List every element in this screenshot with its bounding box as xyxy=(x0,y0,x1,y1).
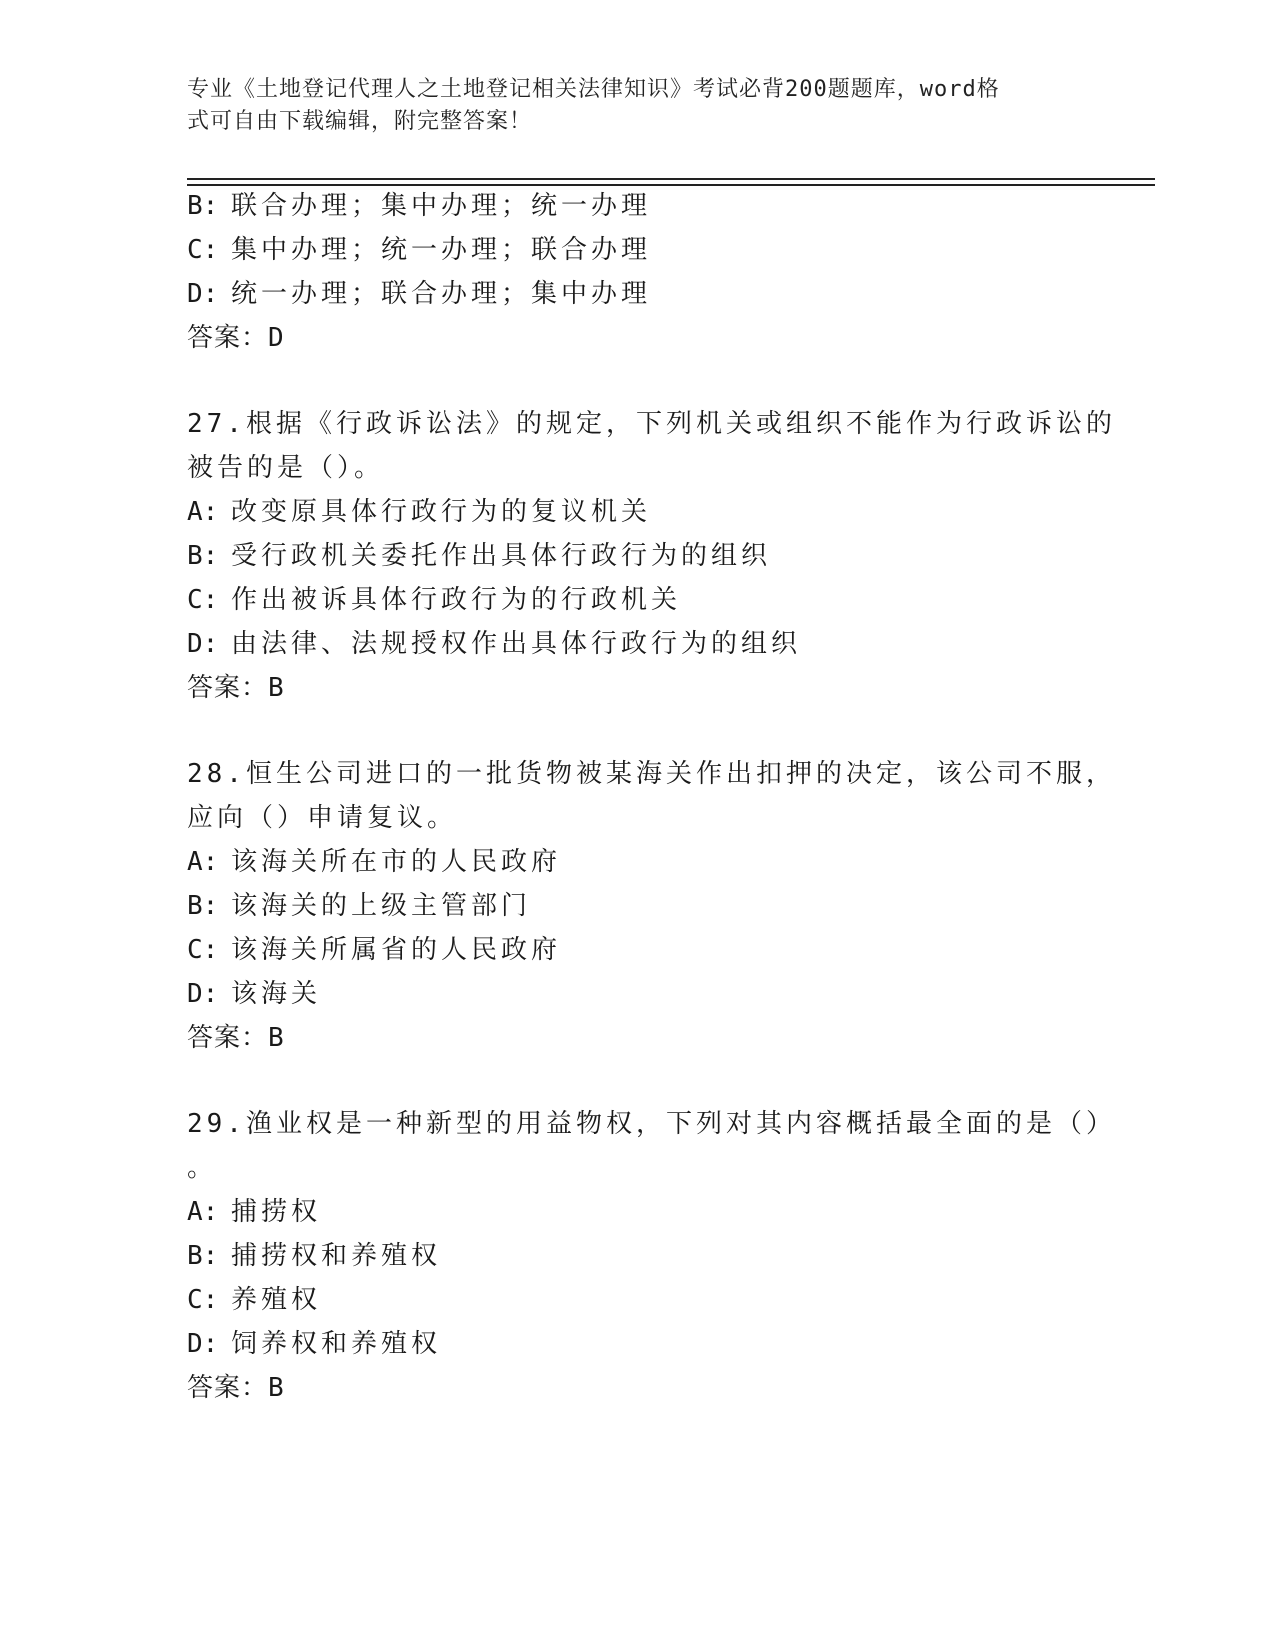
q26-option-b: B: 联合办理；集中办理；统一办理 xyxy=(187,191,652,221)
q26-answer: 答案：D xyxy=(187,323,285,353)
header-line-2: 式可自由下载编辑，附完整答案！ xyxy=(187,109,533,134)
document-header xyxy=(187,74,1067,138)
q27-option-b: B: 受行政机关委托作出具体行政行为的组织 xyxy=(187,541,772,571)
header-line-1: 专业《土地登记代理人之土地登记相关法律知识》考试必背200题题库，word格 xyxy=(187,77,1000,102)
q28-option-d: D: 该海关 xyxy=(187,979,322,1009)
header-rule-top xyxy=(187,178,1155,180)
q26-option-d: D: 统一办理；联合办理；集中办理 xyxy=(187,279,652,309)
q28-option-c: C: 该海关所属省的人民政府 xyxy=(187,935,562,965)
q28-option-b: B: 该海关的上级主管部门 xyxy=(187,891,532,921)
q29-stem-line-2: 。 xyxy=(187,1153,218,1183)
q26-option-c: C: 集中办理；统一办理；联合办理 xyxy=(187,235,652,265)
q28-stem-line-1: 28.恒生公司进口的一批货物被某海关作出扣押的决定，该公司不服， xyxy=(187,759,1116,789)
q28-stem-line-2: 应向（）申请复议。 xyxy=(187,803,458,833)
q27-option-c: C: 作出被诉具体行政行为的行政机关 xyxy=(187,585,682,615)
q27-option-d: D: 由法律、法规授权作出具体行政行为的组织 xyxy=(187,629,802,659)
q29-answer: 答案：B xyxy=(187,1373,285,1403)
q29-option-c: C: 养殖权 xyxy=(187,1285,322,1315)
q28-answer: 答案：B xyxy=(187,1023,285,1053)
q29-option-b: B: 捕捞权和养殖权 xyxy=(187,1241,442,1271)
q27-option-a: A: 改变原具体行政行为的复议机关 xyxy=(187,497,652,527)
q29-option-a: A: 捕捞权 xyxy=(187,1197,322,1227)
q27-stem-line-1: 27.根据《行政诉讼法》的规定，下列机关或组织不能作为行政诉讼的 xyxy=(187,409,1116,439)
q29-stem-line-1: 29.渔业权是一种新型的用益物权，下列对其内容概括最全面的是（） xyxy=(187,1109,1116,1139)
q27-stem-line-2: 被告的是（）。 xyxy=(187,453,385,483)
header-rule-bottom xyxy=(187,184,1155,186)
q28-option-a: A: 该海关所在市的人民政府 xyxy=(187,847,562,877)
q27-answer: 答案：B xyxy=(187,673,285,703)
q29-option-d: D: 饲养权和养殖权 xyxy=(187,1329,442,1359)
